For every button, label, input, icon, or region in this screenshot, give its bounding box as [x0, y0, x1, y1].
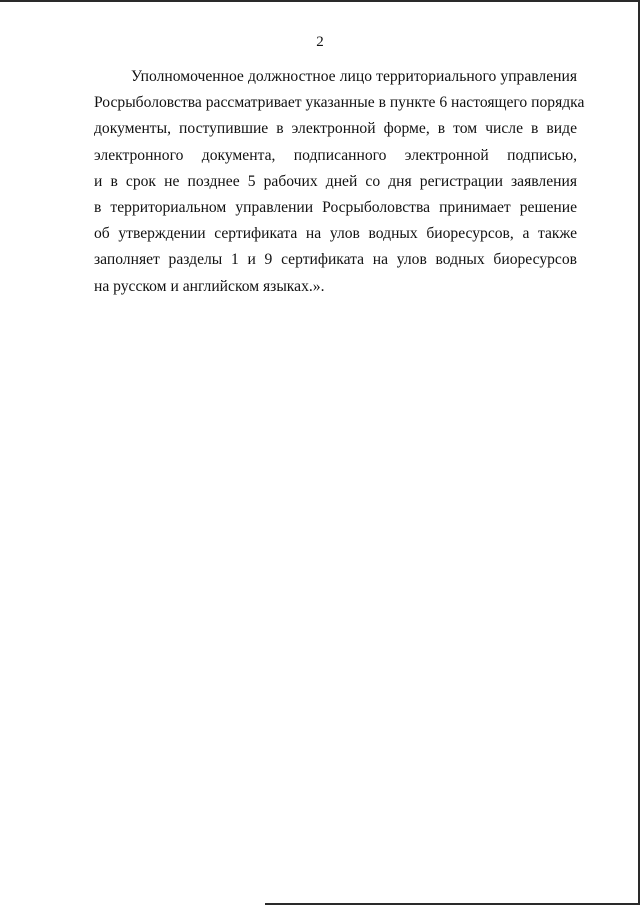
- body-paragraph: [94, 64, 585, 300]
- paragraph-line: заполняет разделы 1 и 9 сертификата на улов водных биоресурсов: [94, 251, 577, 269]
- paragraph-line: Уполномоченное должностное лицо территориального управления: [131, 68, 577, 85]
- paragraph-line: электронного документа, подписанного электронной подписью,: [94, 146, 577, 164]
- paragraph-line: об утверждении сертификата на улов водных биоресурсов, а также: [94, 225, 577, 243]
- scan-edge-top: [0, 0, 640, 2]
- paragraph-line: и в срок не позднее 5 рабочих дней со дня регистрации заявления: [94, 172, 577, 190]
- paragraph-line: в территориальном управлении Росрыболовства принимает решение: [94, 199, 577, 217]
- paragraph-line: Росрыболовства рассматривает указанные в пункте 6 настоящего порядка: [94, 94, 585, 112]
- paragraph-line: документы, поступившие в электронной форме, в том числе в виде: [94, 120, 577, 138]
- page-number: 2: [316, 34, 324, 50]
- paragraph-line: на русском и английском языках.».: [94, 277, 325, 295]
